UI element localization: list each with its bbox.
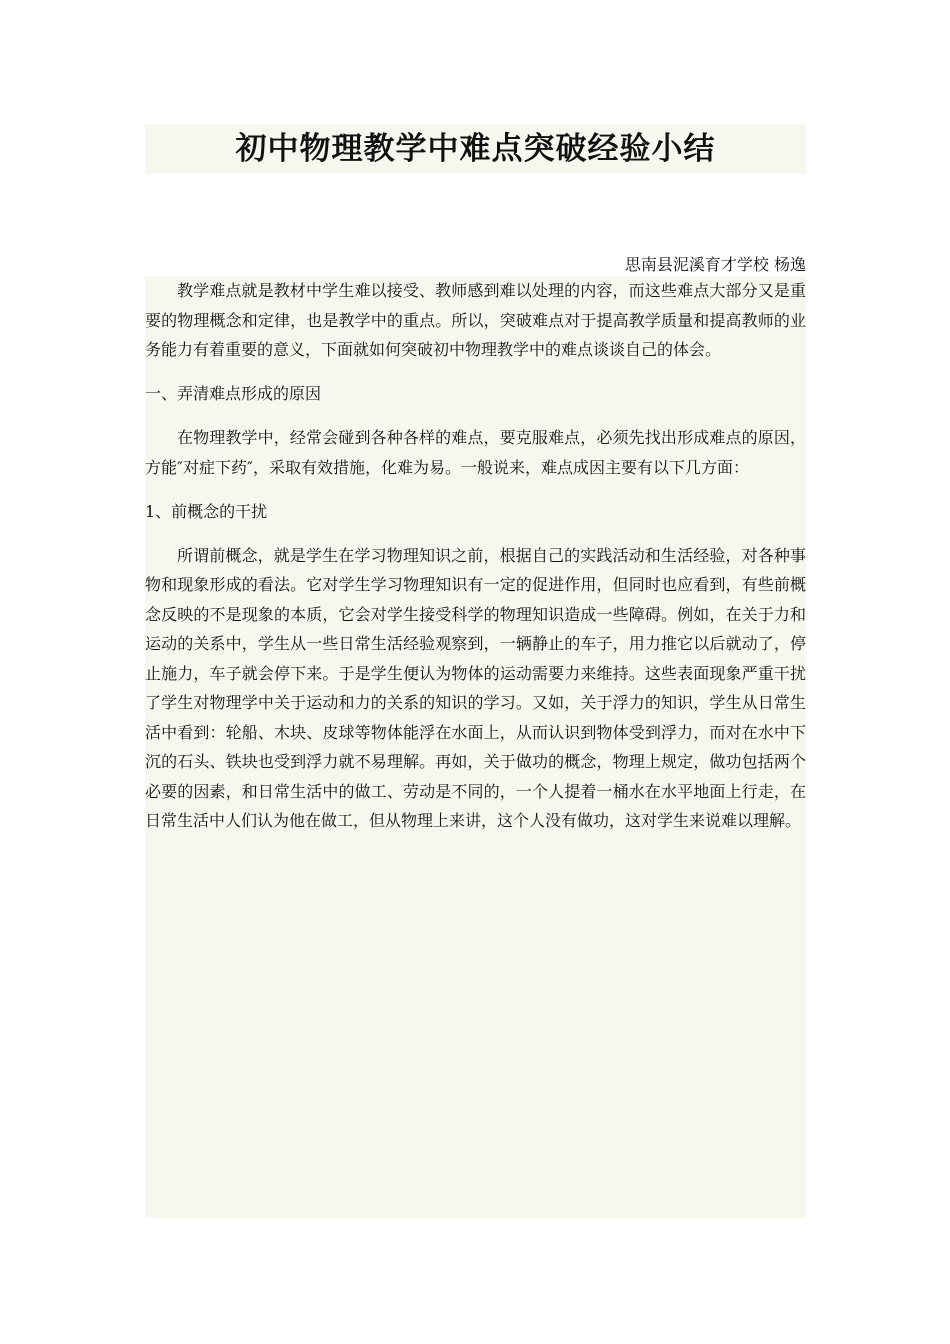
- document-body: [145, 276, 806, 850]
- document-title: 初中物理教学中难点突破经验小结: [235, 130, 716, 167]
- paragraph-intro: 教学难点就是教材中学生难以接受、教师感到难以处理的内容，而这些难点大部分又是重要的物理概念和定律，也是教学中的重点。所以，突破难点对于提高教学质量和提高教师的业务能力有着重要的意义，下面就如何突破初中物理教学中的难点谈谈自己的体会。: [145, 281, 806, 359]
- paragraph-causes: 在物理教学中，经常会碰到各种各样的难点，要克服难点，必须先找出形成难点的原因，方能″对症下药″，采取有效措施，化难为易。一般说来，难点成因主要有以下几方面：: [145, 428, 806, 477]
- author-line: 思南县泥溪育才学校 杨逸: [624, 255, 806, 274]
- paragraph-preconception: 所谓前概念，就是学生在学习物理知识之前，根据自己的实践活动和生活经验，对各种事物和现象形成的看法。它对学生学习物理知识有一定的促进作用，但同时也应看到，有些前概念反映的不是现象的本质，它会对学生接受科学的物理知识造成一些障碍。例如，在关于力和运动的关系中，学生从一些日常生活经验观察到，一辆静止的车子，用力推它以后就动了，停止施力，车子就会停下来。于是学生便认为物体的运动需要力来维持。这些表面现象严重干扰了学生对物理学中关于运动和力的关系的知识的学习。又如，关于浮力的知识，学生从日常生活中看到：轮船、木块、皮球等物体能浮在水面上，从而认识到物体受到浮力，而对在水中下沉的石头、铁块也受到浮力就不易理解。再如，关于做功的概念，物理上规定，做功包括两个必要的因素，和日常生活中的做工、劳动是不同的，一个人提着一桶水在水平地面上行走，在日常生活中人们认为他在做工，但从物理上来讲，这个人没有做功，这对学生来说难以理解。: [145, 545, 806, 831]
- subsection-heading-1: 1、前概念的干扰: [145, 501, 268, 521]
- section-heading-1: 一、弄清难点形成的原因: [145, 384, 322, 404]
- title-band: [145, 124, 806, 174]
